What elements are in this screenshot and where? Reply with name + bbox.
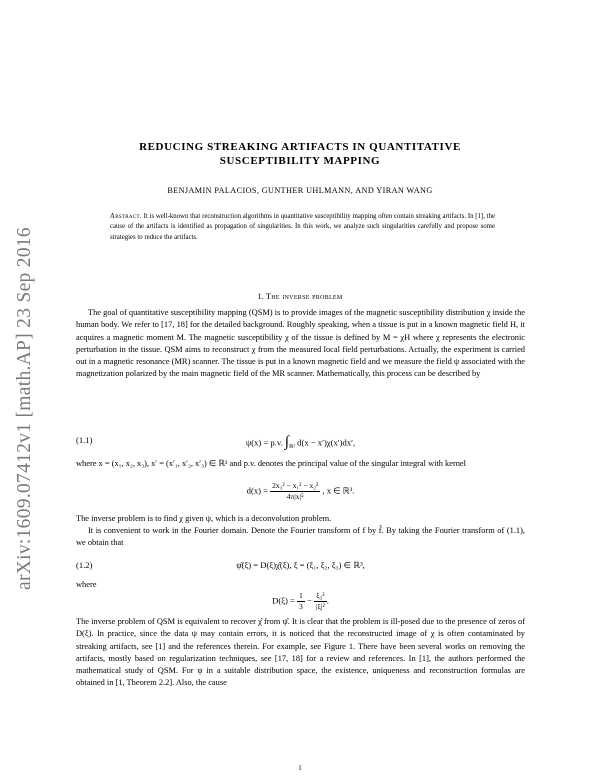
- eq1-lhs: ψ(x) = p.v.: [245, 437, 283, 448]
- paragraph-1: The goal of quantitative susceptibility mapping (QSM) is to provide images of the magnetic susceptibility distribution χ inside the human body. We refer to [17, 18] for the detailed background. Roughly speaking, when a tissue is put in a known magnetic field H, it acquires a magnetic moment M. The magnetic susceptibility χ of the tissue is defined by M = χH where χ represents the electronic perturbation in the tissue. QSM aims to reconstruct χ from the measured local field perturbations. Actually, the experiment is carried out in a magnetic resonance (MR) scanner. The tissue is put in a known magnetic field and we measure the field ψ associated with the magnetization polarized by the main magnetic field of the MR scanner. Mathematically, this process can be described by: [76, 308, 525, 379]
- title-line-2: SUSCEPTIBILITY MAPPING: [219, 155, 381, 167]
- kernel-lhs: d(x) =: [246, 485, 268, 496]
- abstract-text: It is well-known that reconstruction algorithms in quantitative susceptibility mapping often contain streaking artifacts. In [1], the cause of the artifacts is identified as propagation of singularities. In this work, we analyze such singularities carefully and propose some strategies to reduce the artifacts.: [110, 213, 495, 241]
- equation-body: [76, 435, 525, 452]
- d-xi-equation: [76, 591, 525, 612]
- kernel-equation: [76, 481, 525, 502]
- title-line-1: REDUCING STREAKING ARTIFACTS IN QUANTITATIVE: [139, 141, 461, 153]
- xi-numerator: ξ₃²: [314, 591, 327, 602]
- paragraph-3: It is convenient to work in the Fourier domain. Denote the Fourier transform of f by f̂. By taking the Fourier transform of (1.1), we obtain that: [76, 526, 525, 548]
- eq1-rhs: d(x − x′)χ(x′)dx′,: [297, 437, 356, 448]
- d-end: .: [326, 595, 329, 606]
- equation-body: ψ̂(ξ) = D(ξ)χ̂(ξ), ξ = (ξ₁, ξ₂, ξ₃) ∈ ℝ³,: [236, 560, 365, 570]
- where-clause: where x = (x₁, x₂, x₃), x′ = (x′₁, x′₂, x′₃) ∈ ℝ³ and p.v. denotes the principal value of the singular integral with kernel: [76, 459, 466, 468]
- kernel-condition: , x ∈ ℝ³.: [322, 485, 355, 496]
- equation-label: (1.2): [76, 560, 93, 570]
- section-number: 1.: [257, 292, 264, 301]
- xi-denominator: |ξ|²: [316, 602, 325, 611]
- paragraph-4: The inverse problem of QSM is equivalent to recover χ̂ from ψ̂. It is clear that the problem is ill-posed due to the presence of zeros of D(ξ). In practice, since the data ψ may contain errors, it is noticed that the reconstructed image of χ is often contaminated by streaking artifacts, see [1] and the references therein. For example, see Figure 1. There have been several works on removing the artifacts, mostly based on regularization techniques, see [17, 18] for a review and references. In [1], the authors performed the mathematical study of QSM. For ψ in a suitable distribution space, the existence, uniqueness and reconstruction formulas are obtained in [1, Theorem 2.2]. Also, the cause: [76, 617, 525, 688]
- one-third-fraction: [297, 591, 305, 612]
- xi-fraction: [314, 591, 327, 612]
- d-lhs: D(ξ) =: [272, 595, 295, 606]
- kernel-numerator: 2x₃² − x₁² − x₂²: [272, 481, 319, 490]
- kernel-fraction: [270, 481, 320, 502]
- abstract: [110, 212, 495, 243]
- arxiv-stamp[interactable]: arXiv:1609.07412v1 [math.AP] 23 Sep 2016: [14, 227, 35, 590]
- abstract-label: Abstract.: [110, 213, 142, 220]
- authors: BENJAMIN PALACIOS, GUNTHER UHLMANN, AND YIRAN WANG: [167, 186, 433, 195]
- one-third-numerator: 1: [299, 591, 303, 600]
- one-third-denominator: 3: [299, 602, 303, 611]
- d-minus: −: [307, 595, 312, 606]
- paper-title: [100, 140, 500, 168]
- equation-1-1: [76, 428, 525, 454]
- kernel-denominator: 4π|x|⁵: [286, 492, 304, 501]
- eq1-domain: ℝ³: [289, 444, 296, 451]
- section-title: The inverse problem: [265, 292, 343, 301]
- equation-label: (1.1): [76, 435, 93, 445]
- integral-symbol-icon: ∫: [284, 434, 289, 450]
- section-heading: [100, 292, 500, 301]
- paragraph-2: The inverse problem is to find χ given ψ, which is a deconvolution problem.: [76, 514, 332, 523]
- page-number: 1: [298, 764, 302, 772]
- where-word: where: [76, 580, 97, 589]
- equation-1-2: [76, 553, 525, 579]
